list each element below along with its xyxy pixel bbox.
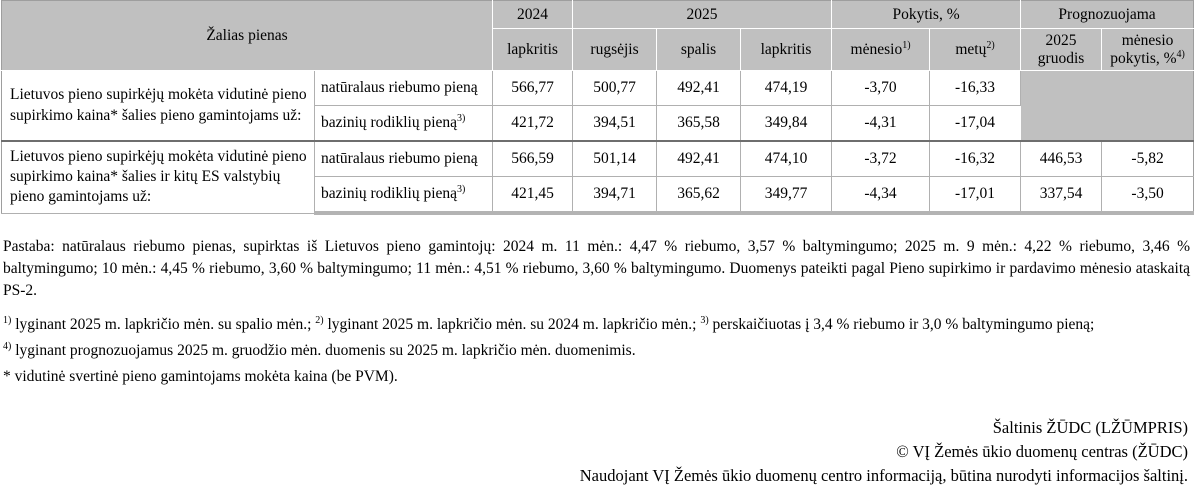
value-cell: 492,41 [657, 71, 741, 106]
value-cell: 394,51 [573, 106, 657, 142]
value-cell: 349,77 [741, 177, 832, 214]
col-2024-lapkritis: lapkritis [493, 29, 573, 71]
value-cell: 394,71 [573, 177, 657, 214]
footnote-marker-3: 3) [700, 314, 709, 326]
col-label-line1: 2025 [1045, 31, 1077, 49]
row-label: natūralaus riebumo pieną [315, 71, 493, 106]
row-label: bazinių rodiklių pieną$^{3)}$ [315, 177, 493, 214]
pastaba-note: Pastaba: natūralaus riebumo pienas, supirktas iš Lietuvos pieno gamintojų: 2024 m. 11 mėn.: 4,47 % riebumo, 3,57 % baltymingumo; 2025 m. 9 mėn.: 4,22 % riebumo, 3,46 % baltymingumo; 10 mėn.: 4,45 % riebumo, 3,60 % baltymingumo; 11 mėn.: 4,51 % riebumo, 3,60 % baltymingumo. Duomenys pateikti pagal Pieno supirkimo ir pardavimo mėnesio ataskaitą PS-2. [3, 238, 1190, 299]
footnote-ref-3: 3) [457, 183, 466, 195]
value-cell: -17,01 [930, 177, 1021, 214]
value-cell: 365,62 [657, 177, 741, 214]
col-prognoze-2025-gruodis [1021, 29, 1102, 71]
col-pokytis-metu [930, 29, 1021, 71]
footnote-ref-2: 2) [986, 39, 995, 51]
forecast-empty-cell [1021, 71, 1194, 142]
value-cell: -16,32 [930, 141, 1021, 177]
usage-line: Naudojant VĮ Žemės ūkio duomenų centro informaciją, būtina nurodyti informacijos šaltinį. [579, 466, 1188, 485]
row-group-label-salies-ir-es: Lietuvos pieno supirkėjų mokėta vidutinė pieno supirkimo kaina* šalies ir kitų ES valstybių pieno gamintojams už: [2, 141, 315, 213]
footnote-text-4: lyginant prognozuojamus 2025 m. gruodžio mėn. duomenis su 2025 m. lapkričio mėn. duomenimis. [11, 342, 636, 359]
col-label: metų [955, 40, 987, 58]
footnote-marker-1: 1) [3, 314, 12, 326]
value-cell: 474,10 [741, 141, 832, 177]
copyright-line: © VĮ Žemės ūkio duomenų centras (ŽŪDC) [896, 442, 1188, 461]
table-row [2, 141, 1194, 177]
value-cell: -3,70 [832, 71, 930, 106]
value-cell: -3,72 [832, 141, 930, 177]
footnote-ref-3: 3) [457, 112, 466, 124]
value-cell: 474,19 [741, 71, 832, 106]
col-2025-spalis: spalis [657, 29, 741, 71]
table-row [2, 71, 1194, 106]
col-prognoze-menesio-pokytis [1102, 29, 1194, 71]
row-group-label-salies: Lietuvos pieno supirkėjų mokėta vidutinė pieno supirkimo kaina* šalies pieno gamintojams už: [2, 71, 315, 142]
footnote-4 [1, 341, 1192, 360]
header-group-row [2, 1, 1194, 29]
value-cell: 349,84 [741, 106, 832, 142]
col-2025-lapkritis: lapkritis [741, 29, 832, 71]
row-label: natūralaus riebumo pieną [315, 141, 493, 177]
value-cell: 446,53 [1021, 141, 1102, 177]
col-group-pokytis: Pokytis, % [832, 1, 1021, 29]
value-cell: -17,04 [930, 106, 1021, 142]
footnote-text-3: perskaičiuotas į 3,4 % riebumo ir 3,0 % baltymingumo pieną; [708, 316, 1095, 333]
col-label: mėnesio [850, 40, 903, 58]
corner-header-zalias-pienas: Žalias pienas [2, 1, 493, 71]
value-cell: 492,41 [657, 141, 741, 177]
value-cell: 566,77 [493, 71, 573, 106]
col-pokytis-menesio [832, 29, 930, 71]
col-label-line2: gruodis [1037, 49, 1085, 67]
footnote-asterisk: * vidutinė svertinė pieno gamintojams mokėta kaina (be PVM). [3, 368, 398, 385]
col-label-line1: mėnesio [1121, 31, 1174, 49]
value-cell: 501,14 [573, 141, 657, 177]
value-cell: 337,54 [1021, 177, 1102, 214]
value-cell: 421,72 [493, 106, 573, 142]
value-cell: 365,58 [657, 106, 741, 142]
source-footer [1, 416, 1192, 488]
value-cell: -3,50 [1102, 177, 1194, 214]
row-label: bazinių rodiklių pieną$^{3)}$ [315, 106, 493, 142]
footnote-ref-4: 4) [1176, 48, 1185, 60]
footnotes-1-2-3 [1, 315, 1192, 334]
value-cell: -16,33 [930, 71, 1021, 106]
footnote-text-1: lyginant 2025 m. lapkričio mėn. su spalio mėn.; [11, 316, 316, 333]
col-group-prognozuojama: Prognozuojama [1021, 1, 1194, 29]
source-line: Šaltinis ŽŪDC (LŽŪMPRIS) [992, 418, 1188, 437]
value-cell: 421,45 [493, 177, 573, 214]
col-group-2024: 2024 [493, 1, 573, 29]
value-cell: -5,82 [1102, 141, 1194, 177]
value-cell: -4,34 [832, 177, 930, 214]
col-2025-rugsejis: rugsėjis [573, 29, 657, 71]
col-group-2025: 2025 [573, 1, 832, 29]
footnote-ref-1: 1) [902, 39, 911, 51]
value-cell: -4,31 [832, 106, 930, 142]
footnote-marker-4: 4) [3, 340, 12, 352]
value-cell: 566,59 [493, 141, 573, 177]
footnote-marker-2: 2) [315, 314, 324, 326]
col-label-line2: pokytis, %$^{4)}$ [1110, 48, 1185, 67]
footnote-text-2: lyginant 2025 m. lapkričio mėn. su 2024 m. lapkričio mėn.; [323, 316, 701, 333]
value-cell: 500,77 [573, 71, 657, 106]
milk-price-table [1, 0, 1194, 215]
